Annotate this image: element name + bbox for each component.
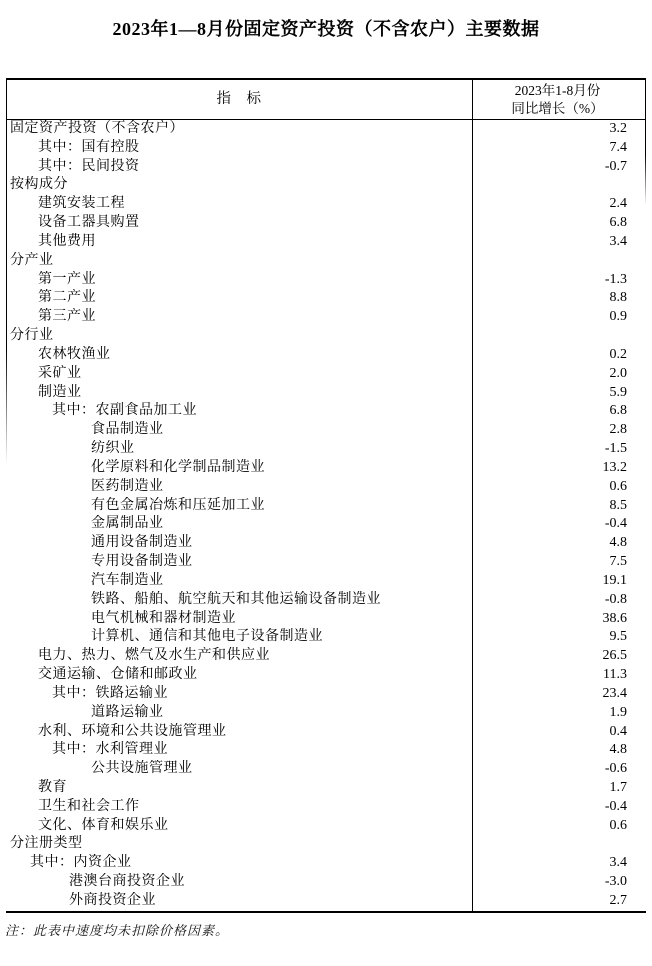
table-header-row [6,80,646,120]
indicator-cell: 其中：农副食品加工业 [6,402,473,421]
indicator-cell: 金属制品业 [6,515,473,534]
value-cell: 8.5 [609,497,627,513]
value-cell: 2.8 [609,422,627,438]
indicator-cell: 固定资产投资（不含农户） [6,120,473,139]
value-cell [473,252,646,271]
table-row [6,741,646,760]
table-row [6,459,646,478]
value-cell: 8.8 [609,290,627,306]
indicator-cell: 第三产业 [6,308,473,327]
indicator-cell: 文化、体育和娱乐业 [6,817,473,836]
table-row [6,779,646,798]
value-cell: 6.8 [609,215,627,231]
indicator-cell: 电气机械和器材制造业 [6,610,473,629]
value-cell: 13.2 [602,459,627,475]
value-cell: 3.4 [609,855,627,871]
value-cell: 2.4 [609,196,627,212]
table-row [6,685,646,704]
value-cell: -0.4 [604,798,627,814]
value-cell: -0.6 [604,761,627,777]
indicator-cell: 计算机、通信和其他电子设备制造业 [6,628,473,647]
indicator-cell: 教育 [6,779,473,798]
value-cell: 0.2 [609,346,627,362]
table-row [6,327,646,346]
value-cell: 3.2 [609,121,627,136]
value-cell: 4.8 [609,535,627,551]
footnote: 注：此表中速度均未扣除价格因素。 [5,922,230,938]
value-cell: -0.4 [604,516,627,532]
value-cell: 2.0 [609,365,627,381]
indicator-cell: 电力、热力、燃气及水生产和供应业 [6,647,473,666]
value-column-header-line2: 同比增长（%） [511,101,604,116]
indicator-cell: 纺织业 [6,440,473,459]
value-cell: 1.7 [609,779,627,795]
indicator-cell: 化学原料和化学制品制造业 [6,459,473,478]
data-table [6,78,646,913]
table-row [6,139,646,158]
value-cell: 9.5 [609,629,627,645]
indicator-cell: 分产业 [6,252,473,271]
indicator-cell: 其中：民间投资 [6,158,473,177]
indicator-cell: 制造业 [6,384,473,403]
table-row [6,176,646,195]
indicator-cell: 汽车制造业 [6,572,473,591]
table-row [6,308,646,327]
table-row [6,647,646,666]
value-cell: 23.4 [602,685,627,701]
value-cell: 0.6 [609,478,627,494]
value-cell: 7.4 [609,139,627,155]
table-row [6,120,646,139]
indicator-cell: 分注册类型 [6,835,473,854]
indicator-cell: 第二产业 [6,289,473,308]
value-column-header [473,80,646,119]
indicator-cell: 医药制造业 [6,478,473,497]
value-cell: -0.7 [604,158,627,174]
indicator-cell: 其他费用 [6,233,473,252]
indicator-cell: 有色金属冶炼和压延加工业 [6,497,473,516]
table-row [6,233,646,252]
table-row [6,440,646,459]
indicator-column-header: 指 标 [6,80,473,119]
table-row [6,873,646,892]
value-cell: 11.3 [603,667,627,683]
indicator-cell: 专用设备制造业 [6,553,473,572]
indicator-cell: 水利、环境和公共设施管理业 [6,723,473,742]
table-row [6,515,646,534]
table-row [6,346,646,365]
table-row [6,817,646,836]
value-cell: 5.9 [609,384,627,400]
value-cell [473,835,646,854]
table-row [6,402,646,421]
value-cell: 1.9 [609,704,627,720]
table-row [6,271,646,290]
table-row [6,704,646,723]
indicator-cell: 设备工器具购置 [6,214,473,233]
indicator-cell: 食品制造业 [6,421,473,440]
indicator-cell: 采矿业 [6,365,473,384]
indicator-cell: 其中：国有控股 [6,139,473,158]
table-row [6,572,646,591]
table-row [6,421,646,440]
value-cell: 4.8 [609,742,627,758]
table-row [6,365,646,384]
table-row [6,289,646,308]
table-row [6,610,646,629]
indicator-cell: 分行业 [6,327,473,346]
indicator-cell: 按构成分 [6,176,473,195]
table-row [6,252,646,271]
indicator-cell: 其中：铁路运输业 [6,685,473,704]
table-row [6,158,646,177]
value-cell: 38.6 [602,610,627,626]
indicator-cell: 通用设备制造业 [6,534,473,553]
value-column-header-line1: 2023年1-8月份 [514,83,601,98]
table-row [6,798,646,817]
table-row [6,591,646,610]
indicator-cell: 第一产业 [6,271,473,290]
table-row [6,384,646,403]
value-cell: 7.5 [609,554,627,570]
table-row [6,214,646,233]
indicator-cell: 其中：水利管理业 [6,741,473,760]
value-cell: 3.4 [609,233,627,249]
value-cell: 0.6 [609,817,627,833]
value-cell: 19.1 [602,572,627,588]
table-body [6,120,646,911]
table-row [6,534,646,553]
table-row [6,628,646,647]
table-row [6,723,646,742]
value-cell [473,176,646,195]
page-title: 2023年1—8月份固定资产投资（不含农户）主要数据 [112,19,540,39]
table-row [6,553,646,572]
table-row [6,835,646,854]
value-cell [473,327,646,346]
indicator-cell: 其中：内资企业 [6,854,473,873]
table-row [6,478,646,497]
indicator-cell: 道路运输业 [6,704,473,723]
indicator-cell: 交通运输、仓储和邮政业 [6,666,473,685]
indicator-cell: 港澳台商投资企业 [6,873,473,892]
indicator-cell: 公共设施管理业 [6,760,473,779]
value-cell: 0.9 [609,309,627,325]
indicator-cell: 外商投资企业 [6,892,473,911]
value-cell: 6.8 [609,403,627,419]
value-cell: 0.4 [609,723,627,739]
indicator-cell: 建筑安装工程 [6,195,473,214]
table-row [6,195,646,214]
indicator-cell: 农林牧渔业 [6,346,473,365]
table-row [6,497,646,516]
table-row [6,760,646,779]
value-cell: 26.5 [602,648,627,664]
value-cell: 2.7 [609,892,627,908]
table-row [6,854,646,873]
value-cell: -1.5 [604,441,627,457]
indicator-cell: 卫生和社会工作 [6,798,473,817]
table-row [6,892,646,911]
indicator-cell: 铁路、船舶、航空航天和其他运输设备制造业 [6,591,473,610]
value-cell: -0.8 [604,591,627,607]
value-cell: -1.3 [604,271,627,287]
value-cell: -3.0 [604,874,627,890]
table-row [6,666,646,685]
